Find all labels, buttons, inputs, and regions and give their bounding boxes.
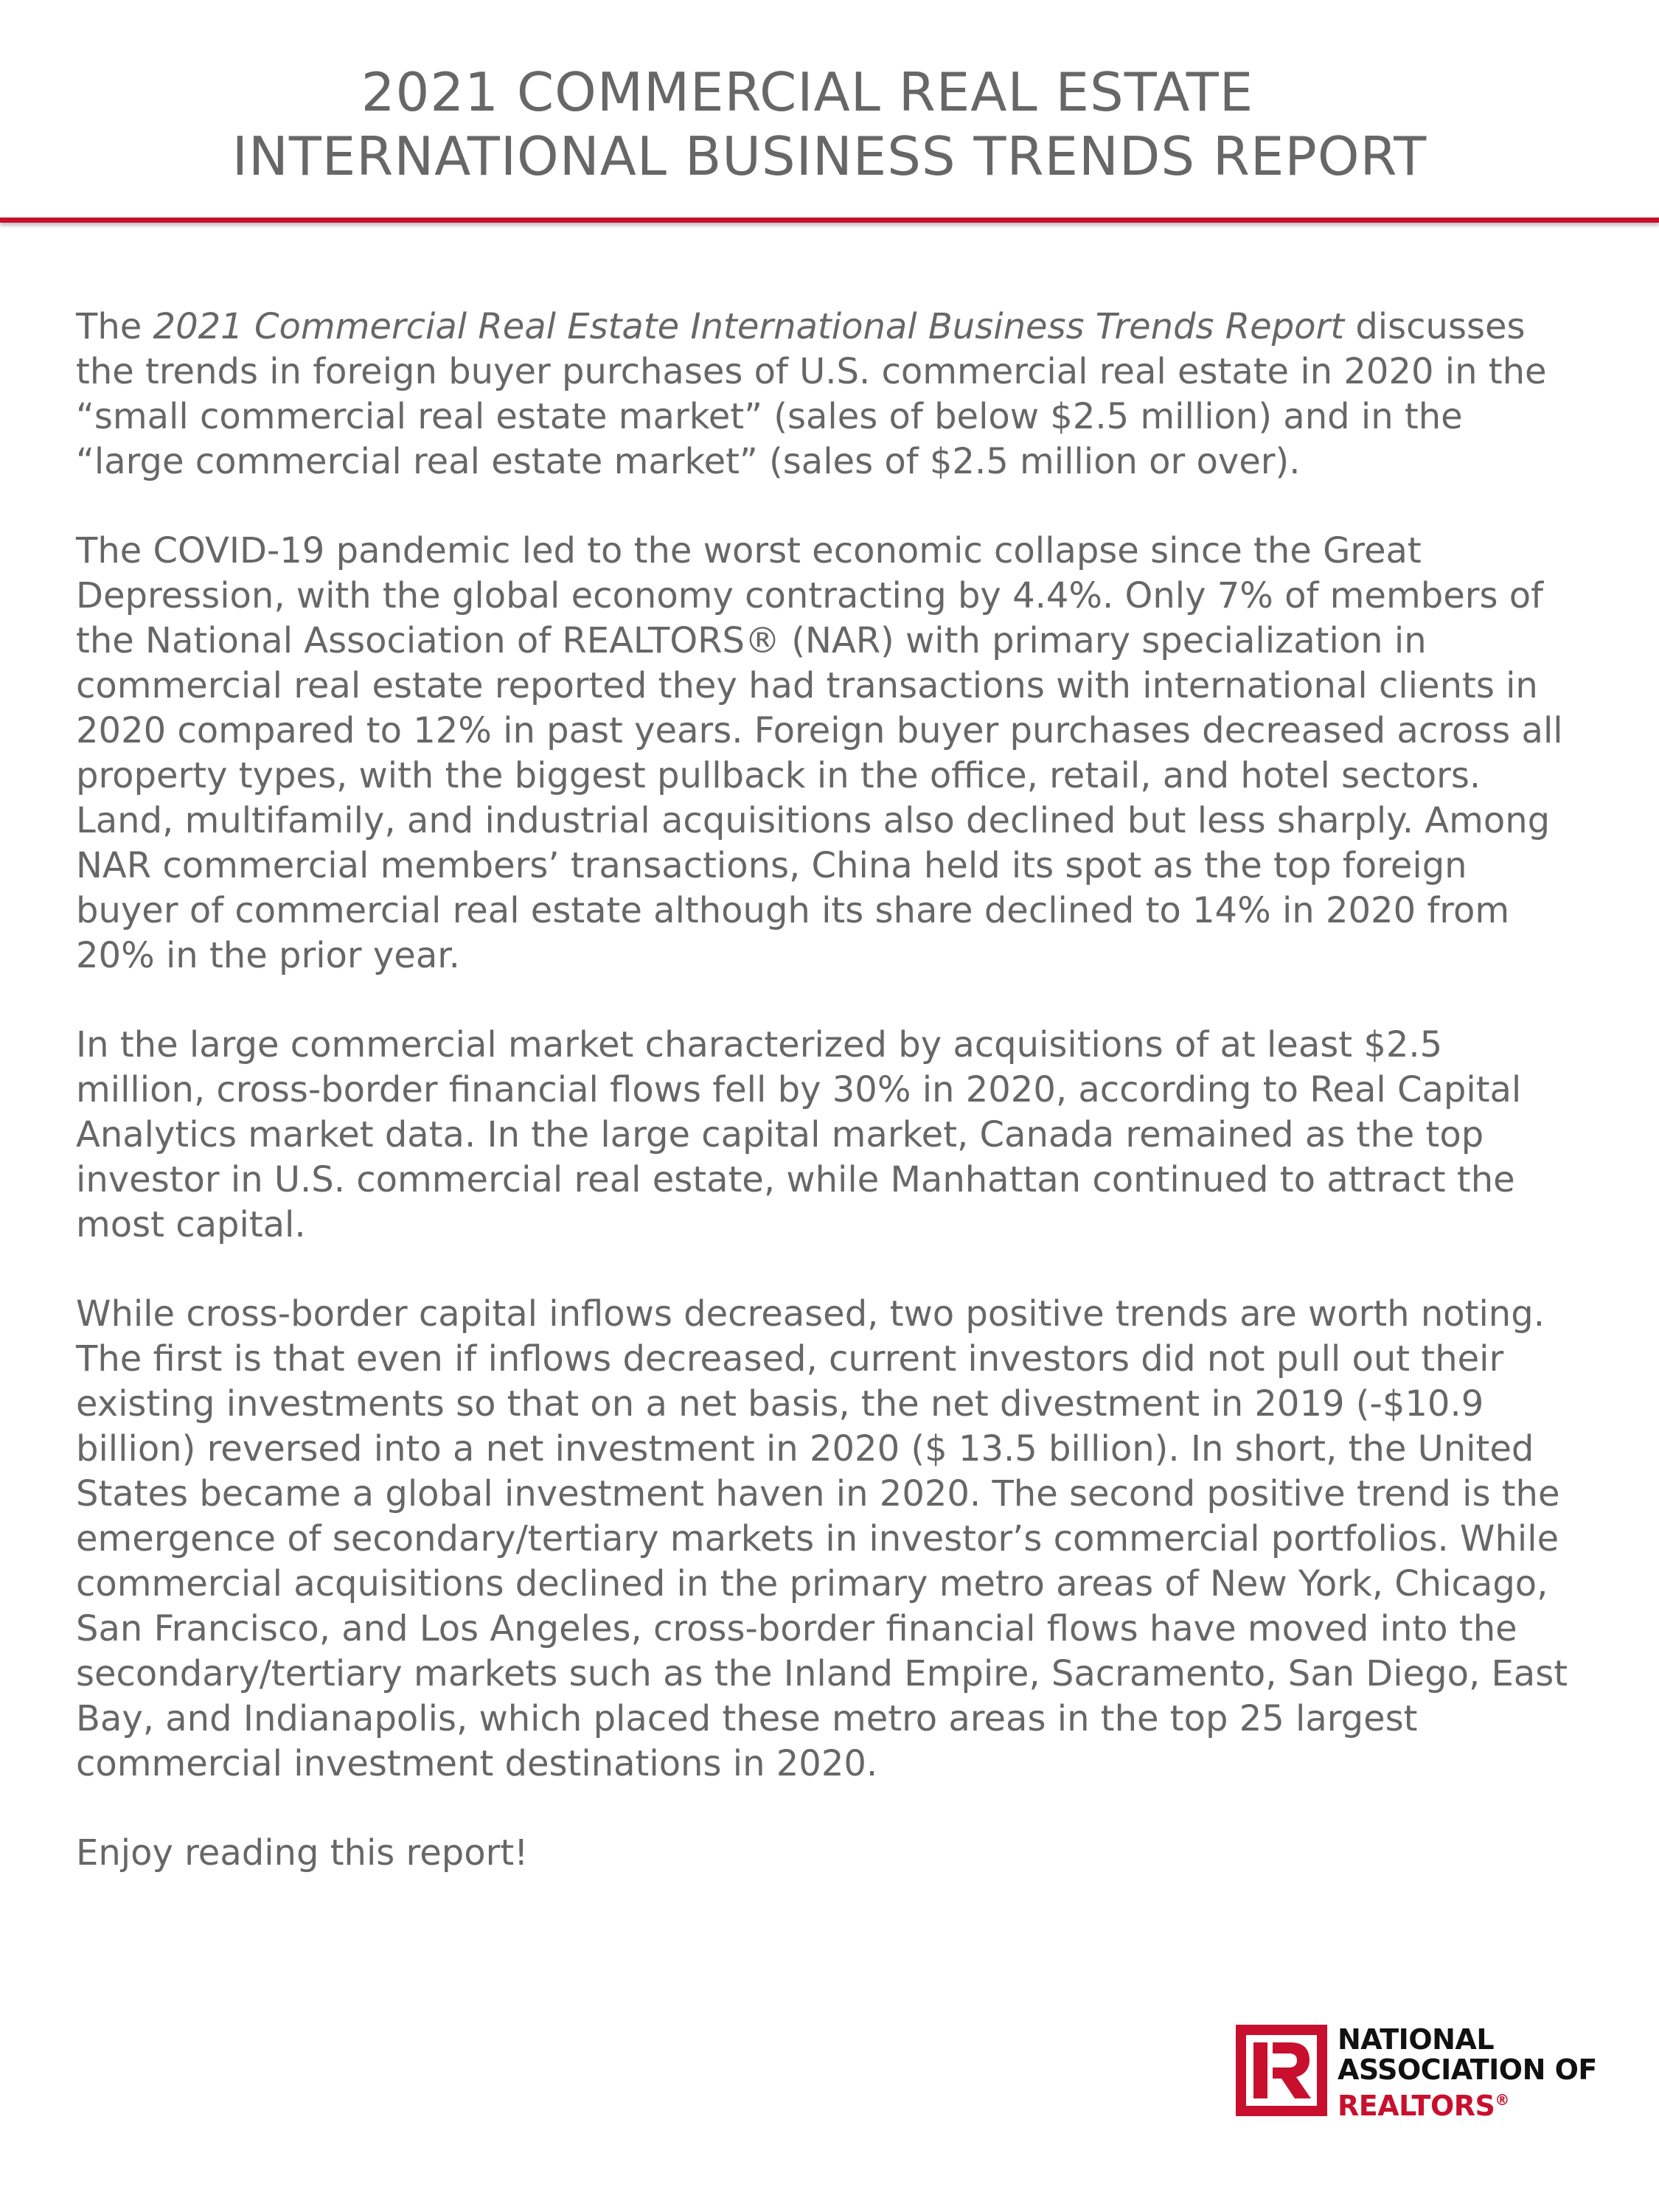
- large-market-paragraph: In the large commercial market characterized by acquisitions of at least $2.5 million, cross-border financial flows fell by 30% in 2020, according to Real Capital Analytics market data. In the large capital market, Canada remained as the top investor in U.S. commercial real estate, while Manhattan continued to attract the most capital.: [76, 1024, 1522, 1245]
- header-divider: [0, 218, 1659, 223]
- report-title-italic: 2021 Commercial Real Estate International Business Trends Report: [153, 306, 1345, 347]
- report-body: [76, 305, 1573, 1876]
- intro-prefix: The: [76, 306, 153, 347]
- registered-mark: ®: [1495, 2091, 1509, 2109]
- intro-paragraph: [76, 305, 1573, 484]
- report-header: [0, 0, 1659, 223]
- intro-rest: discusses the trends in foreign buyer purchases of U.S. commercial real estate in 2020 in the “small commercial real estate market” (sales of below $2.5 million) and in the “large commercial real estate market” (sales of $2.5 million or over).: [76, 306, 1547, 482]
- logo-line-national: NATIONAL: [1338, 2023, 1495, 2056]
- covid-paragraph: The COVID-19 pandemic led to the worst economic collapse since the Great Depression, with the global economy contracting by 4.4%. Only 7% of members of the National Association of REALTORS® (NAR) with primary specialization in commercial real estate reported they had transactions with international clients in 2020 compared to 12% in past years. Foreign buyer purchases decreased across all property types, with the biggest pullback in the office, retail, and hotel sectors. Land, multifamily, and industrial acquisitions also declined but less sharply. Among NAR commercial members’ transactions, China held its spot as the top foreign buyer of commercial real estate although its share declined to 14% in 2020 from 20% in the prior year.: [76, 530, 1563, 976]
- closing-line: Enjoy reading this report!: [76, 1832, 529, 1874]
- report-title-line1: 2021 COMMERCIAL REAL ESTATE: [361, 61, 1254, 123]
- nar-logo-text: [1338, 2025, 1597, 2121]
- positive-trends-paragraph: While cross-border capital inflows decreased, two positive trends are worth noting. The first is that even if inflows decreased, current investors did not pull out their existing investments so that on a net basis, the net divestment in 2019 (-$10.9 billion) reversed into a net investment in 2020 ($ 13.5 billion). In short, the United States became a global investment haven in 2020. The second positive trend is the emergence of secondary/tertiary markets in investor’s commercial portfolios. While commercial acquisitions declined in the primary metro areas of New York, Chicago, San Francisco, and Los Angeles, cross-border financial flows have moved into the secondary/tertiary markets such as the Inland Empire, Sacramento, San Diego, East Bay, and Indianapolis, which placed these metro areas in the top 25 largest commercial investment destinations in 2020.: [76, 1293, 1568, 1784]
- logo-line-association: ASSOCIATION OF: [1338, 2053, 1597, 2086]
- report-title-line2: INTERNATIONAL BUSINESS TRENDS REPORT: [232, 125, 1427, 187]
- nar-logo: [1236, 2025, 1627, 2121]
- realtor-r-logo-icon: [1236, 2025, 1327, 2116]
- logo-line-realtors: [1338, 2085, 1597, 2121]
- logo-realtors-word: REALTORS: [1338, 2090, 1495, 2122]
